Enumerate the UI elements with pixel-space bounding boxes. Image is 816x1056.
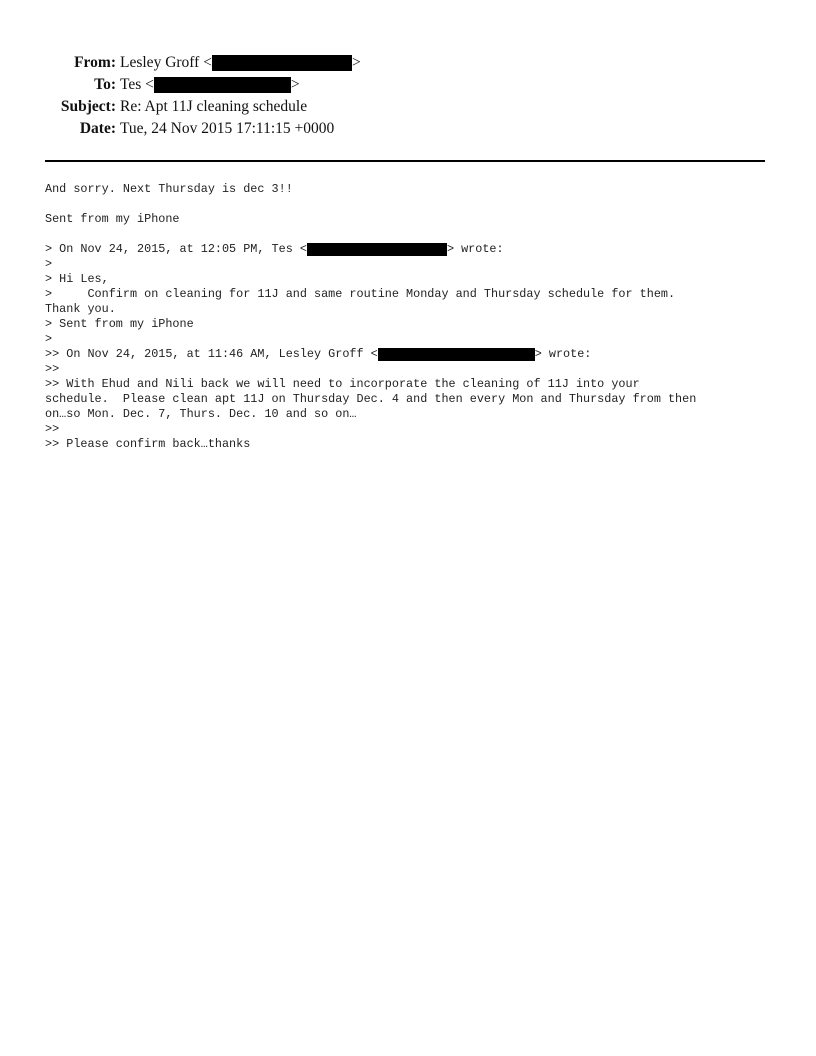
quote-header-line [45, 242, 775, 257]
quote-header-suffix: > wrote: [446, 242, 504, 256]
nested-quote-header-suffix: > wrote: [534, 347, 592, 361]
date-label: Date: [79, 120, 116, 137]
quote-line: > [45, 332, 53, 346]
subject-label: Subject: [60, 98, 116, 115]
quote-header-prefix: > On Nov 24, 2015, at 12:05 PM, Tes < [45, 242, 307, 256]
nested-quote-header-prefix: >> On Nov 24, 2015, at 11:46 AM, Lesley Groff < [45, 347, 378, 361]
date-row [0, 118, 816, 140]
quote-line: > Sent from my iPhone [45, 317, 194, 331]
to-label: To: [94, 76, 116, 93]
redaction-bar [212, 55, 352, 71]
redaction-bar [307, 243, 447, 256]
from-label: From: [74, 54, 116, 71]
nested-quote-line: on…so Mon. Dec. 7, Thurs. Dec. 10 and so on… [45, 407, 357, 421]
from-value [120, 52, 361, 74]
subject-row [0, 96, 816, 118]
date-value: Tue, 24 Nov 2015 17:11:15 +0000 [120, 120, 335, 137]
quote-line: Thank you. [45, 302, 116, 316]
quote-line: > Confirm on cleaning for 11J and same routine Monday and Thursday schedule for them. [45, 287, 676, 301]
to-row [0, 74, 816, 96]
body-line: And sorry. Next Thursday is dec 3!! [45, 182, 293, 196]
blank-line [45, 227, 775, 242]
from-name: Lesley Groff < [120, 54, 212, 71]
subject-value: Re: Apt 11J cleaning schedule [120, 98, 308, 115]
nested-quote-line: >> With Ehud and Nili back we will need to incorporate the cleaning of 11J into your [45, 377, 640, 391]
nested-quote-line: >> [45, 422, 60, 436]
nested-quote-line: >> [45, 362, 60, 376]
body-line: Sent from my iPhone [45, 212, 180, 226]
email-header [0, 52, 816, 140]
from-row [0, 52, 816, 74]
header-divider [45, 160, 765, 162]
blank-line [45, 197, 775, 212]
nested-quote-header-line [45, 347, 775, 362]
email-body [45, 182, 775, 452]
redaction-bar [154, 77, 291, 93]
to-value [120, 74, 300, 96]
from-close: > [351, 54, 361, 71]
to-name: Tes < [120, 76, 154, 93]
redaction-bar [378, 348, 535, 361]
nested-quote-line: schedule. Please clean apt 11J on Thursday Dec. 4 and then every Mon and Thursday from then [45, 392, 697, 406]
to-close: > [290, 76, 300, 93]
quote-line: > [45, 257, 53, 271]
nested-quote-line: >> Please confirm back…thanks [45, 437, 251, 451]
quote-line: > Hi Les, [45, 272, 109, 286]
